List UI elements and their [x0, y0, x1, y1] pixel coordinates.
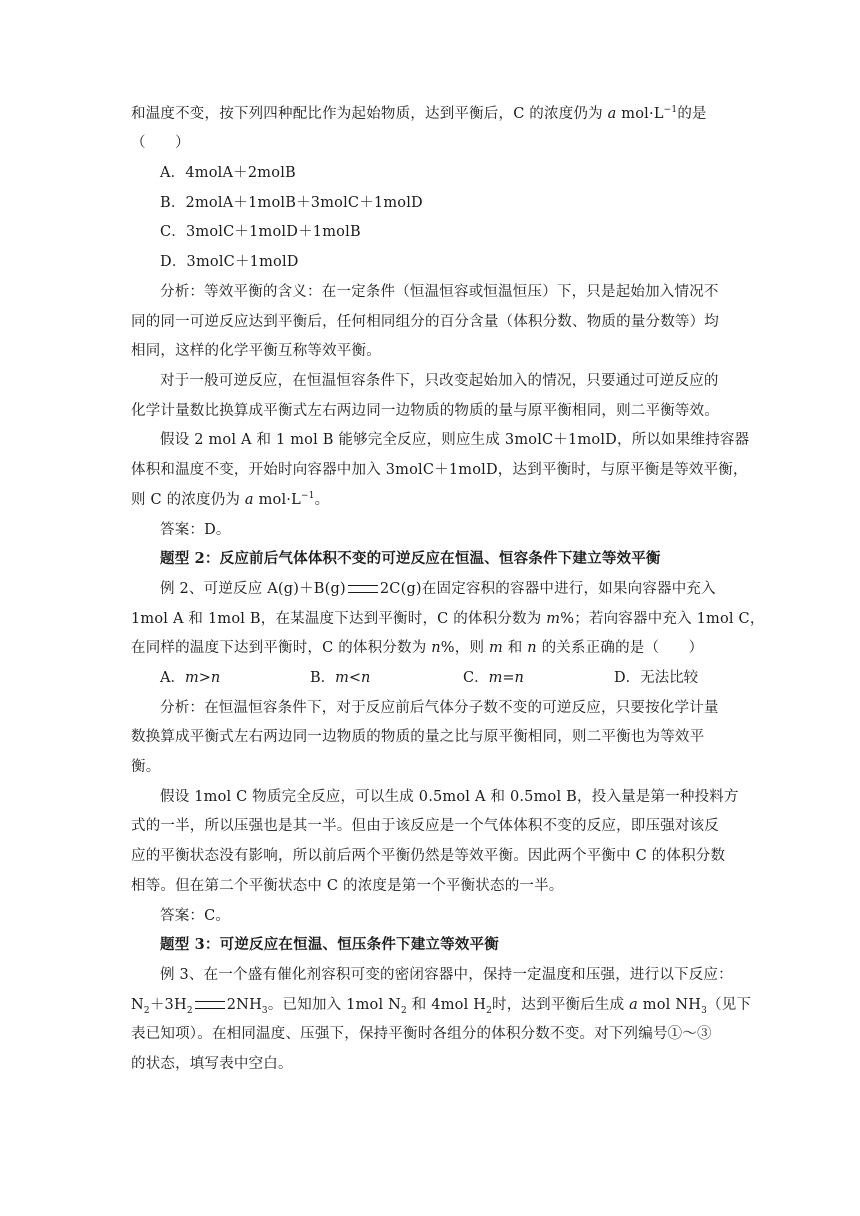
- q1-paragraph2-line2: 化学计量数比换算成平衡式左右两边同一边物质的物质的量与原平衡相同，则二平衡等效。: [131, 403, 719, 419]
- q1-answer: 答案：D。: [160, 522, 231, 538]
- equilibrium-arrow-icon: [348, 585, 378, 593]
- q1-analysis-line3: 相同，这样的化学平衡互称等效平衡。: [131, 343, 381, 359]
- q2-example-line1: 例 2、可逆反应 A(g)＋B(g) 2C(g)在固定容积的容器中进行，如果向容器中充入: [160, 581, 716, 597]
- q1-stem-line1: 和温度不变，按下列四种配比作为起始物质，达到平衡后，C 的浓度仍为 a $mol\cdot L^{-1}$的是: [131, 105, 707, 122]
- q2-heading: 题型 2：反应前后气体体积不变的可逆反应在恒温、恒容条件下建立等效平衡: [160, 550, 661, 567]
- q3-example-line3: 表已知项）。在相同温度、压强下，保持平衡时各组分的体积分数不变。对下列编号①～③: [131, 1026, 712, 1042]
- q2-paragraph2-line4: 相等。但在第二个平衡状态中 C 的浓度是第一个平衡状态的一半。: [131, 878, 564, 894]
- q2-answer: 答案：C。: [160, 908, 231, 924]
- q1-analysis-line2: 同的同一可逆反应达到平衡后，任何相同组分的百分含量（体积分数、物质的量分数等）均: [131, 314, 719, 330]
- q2-option-b: B．m<n: [310, 670, 371, 686]
- q2-option-c: C．m=n: [463, 670, 524, 686]
- q2-option-a: A．m>n: [160, 670, 221, 686]
- q1-analysis-line1: 分析：等效平衡的含义：在一定条件（恒温恒容或恒温恒压）下，只是起始加入情况不: [160, 284, 719, 300]
- q3-example-line1: 例 3、在一个盛有催化剂容积可变的密闭容器中，保持一定温度和压强，进行以下反应：: [160, 967, 733, 983]
- q2-option-d: D．无法比较: [614, 670, 699, 686]
- q1-option-b: B．2molA＋1molB＋3molC＋1molD: [160, 195, 423, 211]
- q2-example-line2: 1mol A 和 1mol B，在某温度下达到平衡时，C 的体积分数为 m%；若向容器中充入 1mol C，: [131, 611, 765, 627]
- q2-example-line3: 在同样的温度下达到平衡时，C 的体积分数为 n%，则 m 和 n 的关系正确的是（ ）: [131, 640, 704, 656]
- q3-example-line2: $N_2+3H_2$ $2NH_3$。已知加入 1mol $N_2$ 和 4mol $H_2$时，达到平衡后生成 a mol $NH_3$（见下: [131, 997, 752, 1016]
- q2-paragraph2-line1: 假设 1mol C 物质完全反应，可以生成 0.5mol A 和 0.5mol B，投入量是第一种投料方: [160, 789, 739, 805]
- q2-paragraph2-line3: 应的平衡状态没有影响，所以前后两个平衡仍然是等效平衡。因此两个平衡中 C 的体积分数: [131, 848, 726, 864]
- q2-analysis-line3: 衡。: [131, 759, 161, 775]
- q2-analysis-line2: 数换算成平衡式左右两边同一边物质的物质的量之比与原平衡相同，则二平衡也为等效平: [131, 729, 705, 745]
- q3-example-line4: 的状态，填写表中空白。: [131, 1056, 293, 1072]
- equilibrium-arrow-icon: [195, 1001, 225, 1009]
- q1-stem-line2: （ ）: [131, 135, 190, 151]
- q1-paragraph3-line1: 假设 2 mol A 和 1 mol B 能够完全反应，则应生成 3molC＋1molD，所以如果维持容器: [160, 432, 750, 448]
- q2-paragraph2-line2: 式的一半，所以压强也是其一半。但由于该反应是一个气体体积不变的反应，即压强对该反: [131, 818, 719, 834]
- q1-paragraph3-line3: 则 C 的浓度仍为 a $mol\cdot L^{-1}$。: [131, 491, 330, 508]
- q1-option-a: A．4molA＋2molB: [160, 165, 296, 181]
- q1-option-d: D．3molC＋1molD: [160, 254, 299, 270]
- q1-paragraph3-line2: 体积和温度不变，开始时向容器中加入 3molC＋1molD，达到平衡时，与原平衡是等效平衡，: [131, 462, 748, 478]
- q1-paragraph2-line1: 对于一般可逆反应，在恒温恒容条件下，只改变起始加入的情况，只要通过可逆反应的: [160, 373, 719, 389]
- q3-heading: 题型 3：可逆反应在恒温、恒压条件下建立等效平衡: [160, 936, 499, 953]
- q1-option-c: C．3molC＋1molD＋1molB: [160, 224, 361, 240]
- q2-analysis-line1: 分析：在恒温恒容条件下，对于反应前后气体分子数不变的可逆反应，只要按化学计量: [160, 700, 719, 716]
